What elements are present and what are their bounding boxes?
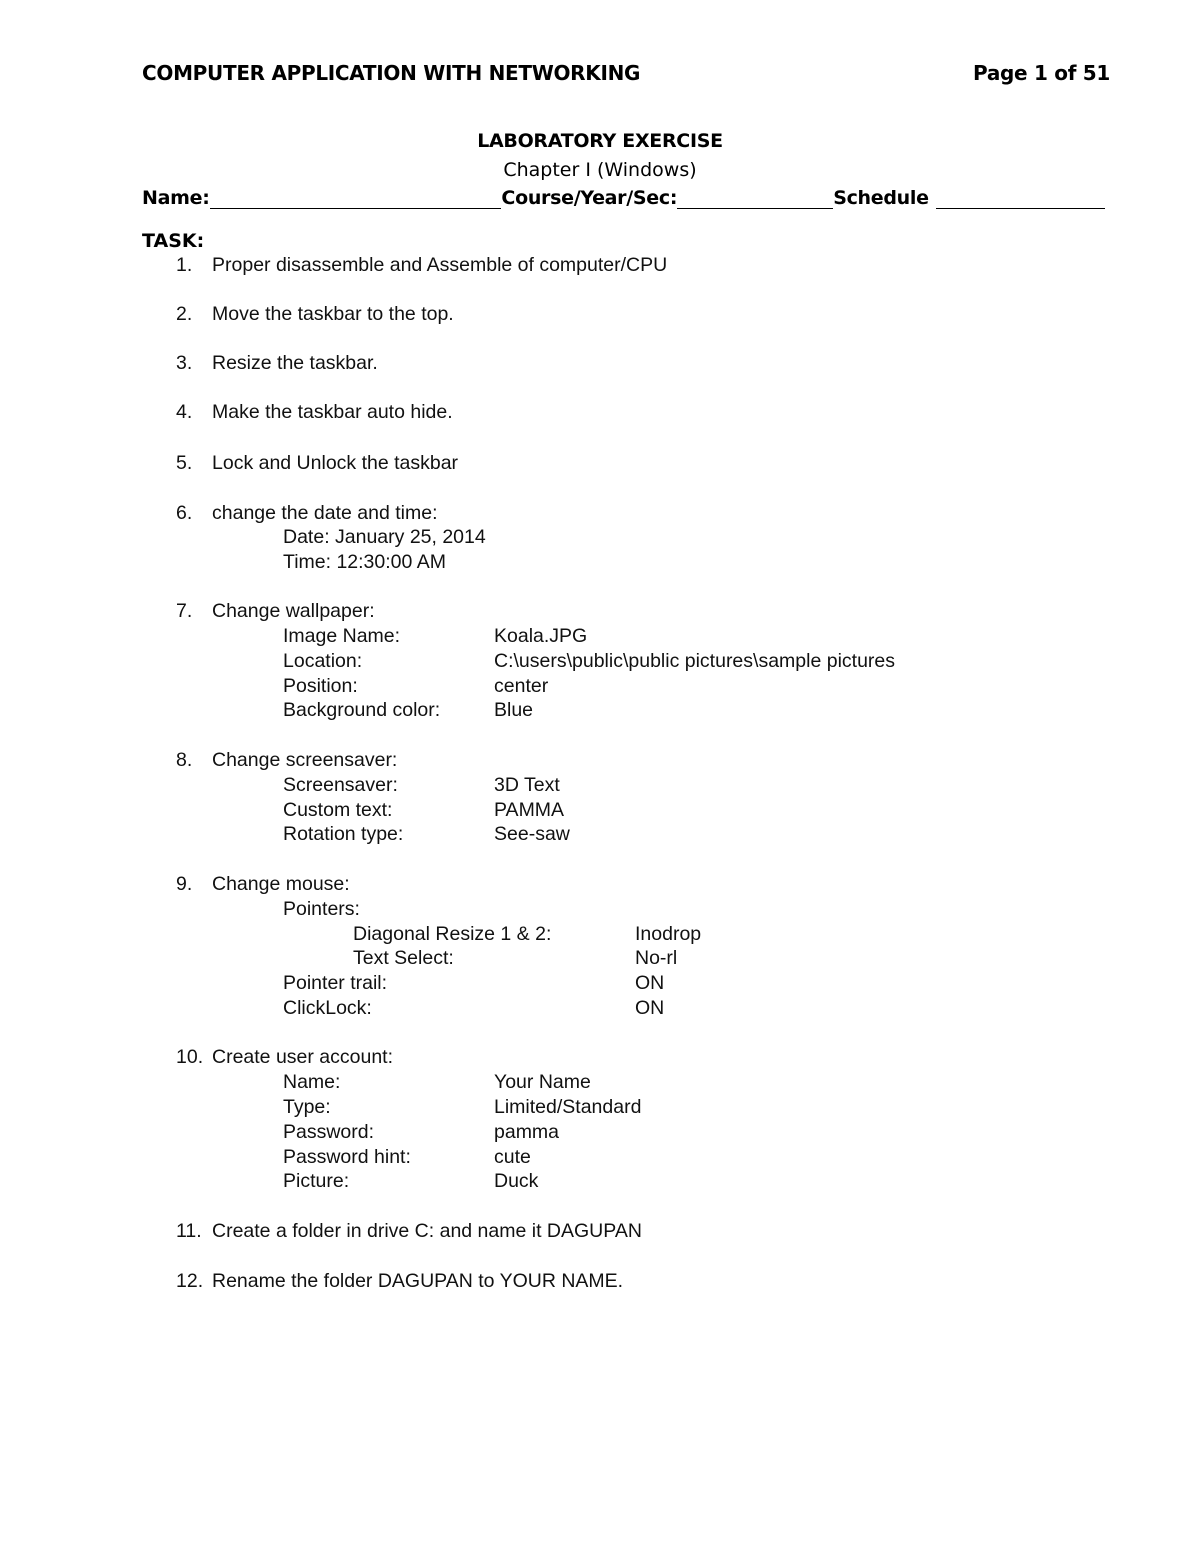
task-text: Lock and Unlock the taskbar — [212, 452, 459, 474]
task-text: Create user account: — [212, 1046, 394, 1068]
setting-label: Name: — [283, 1071, 341, 1093]
setting-label: Background color: — [283, 699, 441, 721]
setting-label: ClickLock: — [283, 997, 372, 1019]
setting-label: Password hint: — [283, 1146, 411, 1168]
setting-label: Text Select: — [353, 947, 454, 969]
setting-value: Blue — [494, 699, 534, 721]
task-number: 9. — [176, 873, 193, 895]
name-blank-line — [210, 187, 502, 209]
task-text: Move the taskbar to the top. — [212, 303, 454, 325]
task-detail: Date: January 25, 2014 — [283, 526, 486, 548]
task-number: 3. — [176, 352, 193, 374]
task-heading: TASK: — [142, 230, 205, 252]
task-text: change the date and time: — [212, 502, 438, 524]
schedule-blank-line — [936, 187, 1105, 209]
schedule-label: Schedule — [833, 187, 929, 209]
setting-value: ON — [635, 997, 665, 1019]
pointers-label: Pointers: — [283, 898, 360, 920]
task-number: 6. — [176, 502, 193, 524]
task-text: Create a folder in drive C: and name it DAGUPAN — [212, 1220, 642, 1242]
setting-label: Password: — [283, 1121, 375, 1143]
course-title: COMPUTER APPLICATION WITH NETWORKING — [142, 61, 641, 85]
setting-label: Pointer trail: — [283, 972, 388, 994]
setting-label: Rotation type: — [283, 823, 404, 845]
setting-value: Koala.JPG — [494, 625, 588, 647]
setting-value: 3D Text — [494, 774, 560, 796]
setting-value: C:\users\public\public pictures\sample pictures — [494, 650, 896, 672]
task-text: Proper disassemble and Assemble of computer/CPU — [212, 254, 668, 276]
task-text: Rename the folder DAGUPAN to YOUR NAME. — [212, 1270, 624, 1292]
setting-value: Your Name — [494, 1071, 591, 1093]
page-info: Page 1 of 51 — [973, 61, 1110, 85]
setting-value: cute — [494, 1146, 531, 1168]
task-number: 11. — [176, 1220, 202, 1242]
setting-label: Custom text: — [283, 799, 393, 821]
course-year-sec-label: Course/Year/Sec: — [501, 187, 678, 209]
task-number: 1. — [176, 254, 193, 276]
task-detail: Time: 12:30:00 AM — [283, 551, 446, 573]
task-text: Resize the taskbar. — [212, 352, 378, 374]
exercise-title: LABORATORY EXERCISE — [477, 130, 723, 152]
task-text: Make the taskbar auto hide. — [212, 401, 453, 423]
task-number: 7. — [176, 600, 193, 622]
setting-label: Screensaver: — [283, 774, 398, 796]
task-number: 4. — [176, 401, 193, 423]
setting-value: Duck — [494, 1170, 539, 1192]
student-info-fields — [142, 187, 1105, 209]
task-text: Change mouse: — [212, 873, 350, 895]
setting-value: Inodrop — [635, 923, 702, 945]
task-number: 12. — [176, 1270, 204, 1292]
task-number: 2. — [176, 303, 193, 325]
task-text: Change screensaver: — [212, 749, 398, 771]
chapter-subtitle: Chapter I (Windows) — [503, 159, 697, 181]
setting-label: Image Name: — [283, 625, 401, 647]
task-text: Change wallpaper: — [212, 600, 375, 622]
setting-value: No-rl — [635, 947, 678, 969]
setting-value: Limited/Standard — [494, 1096, 642, 1118]
setting-label: Position: — [283, 675, 358, 697]
course-blank-line — [677, 187, 833, 209]
setting-label: Picture: — [283, 1170, 350, 1192]
setting-value: See-saw — [494, 823, 570, 845]
task-number: 5. — [176, 452, 193, 474]
setting-value: center — [494, 675, 549, 697]
setting-label: Diagonal Resize 1 & 2: — [353, 923, 552, 945]
setting-value: ON — [635, 972, 665, 994]
setting-value: pamma — [494, 1121, 560, 1143]
task-number: 8. — [176, 749, 193, 771]
name-label: Name: — [142, 187, 210, 209]
setting-value: PAMMA — [494, 799, 565, 821]
task-number: 10. — [176, 1046, 204, 1068]
setting-label: Type: — [283, 1096, 331, 1118]
setting-label: Location: — [283, 650, 363, 672]
